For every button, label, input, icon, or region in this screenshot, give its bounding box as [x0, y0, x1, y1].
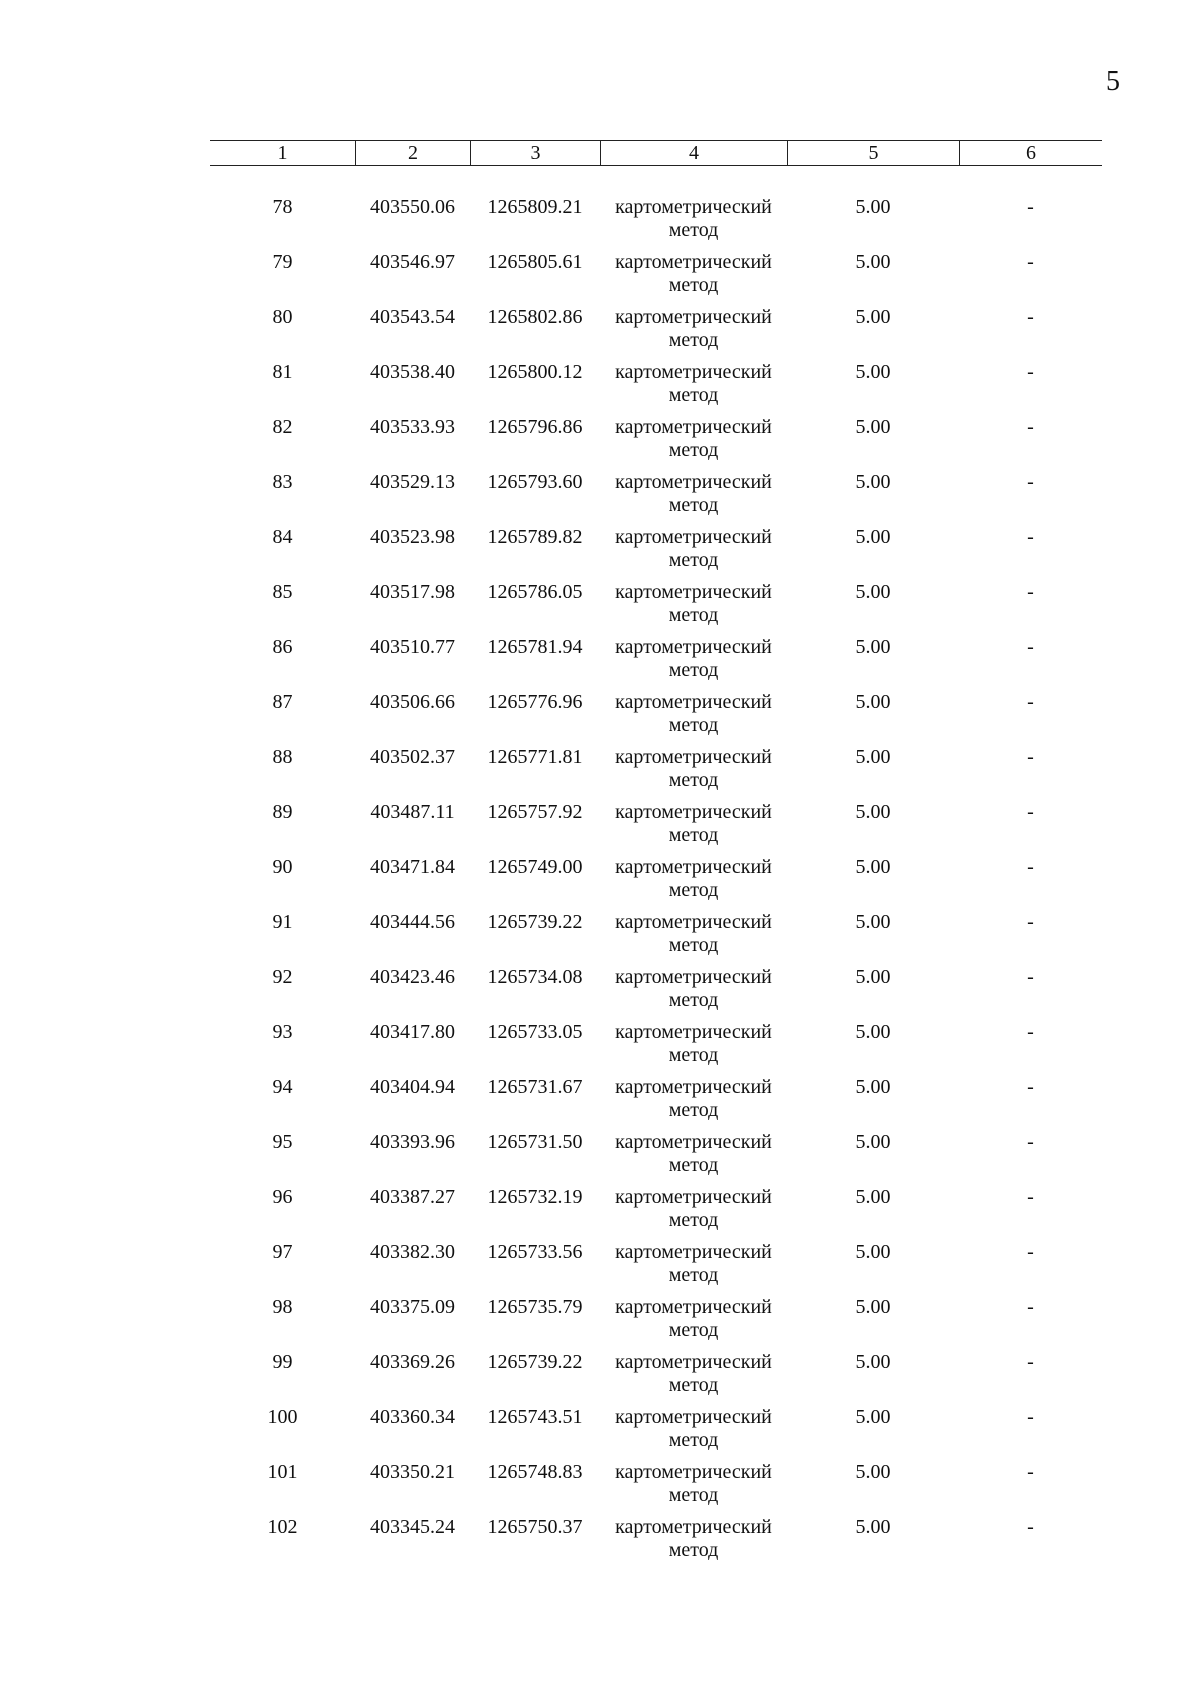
point-number: 88 [272, 746, 293, 768]
coordinate-y: 1265750.37 [487, 1516, 583, 1538]
table-row [210, 306, 1102, 361]
table-row [210, 691, 1102, 746]
table-row [210, 1131, 1102, 1186]
coordinate-y: 1265748.83 [487, 1461, 583, 1483]
method-cell [600, 306, 787, 361]
description: - [1027, 361, 1034, 383]
point-number: 89 [272, 801, 293, 823]
method-line-1: картометрический [615, 306, 772, 328]
description: - [1027, 911, 1034, 933]
coordinate-y: 1265735.79 [487, 1296, 583, 1318]
table-row [210, 1461, 1102, 1516]
coordinate-x: 403502.37 [370, 746, 455, 768]
coordinate-x: 403533.93 [370, 416, 455, 438]
page-number: 5 [1106, 66, 1120, 97]
accuracy: 5.00 [855, 1241, 891, 1263]
point-number: 79 [272, 251, 293, 273]
point-number: 91 [272, 911, 293, 933]
coordinate-y: 1265732.19 [487, 1186, 583, 1208]
accuracy: 5.00 [855, 1021, 891, 1043]
method-line-1: картометрический [615, 1021, 772, 1043]
description: - [1027, 251, 1034, 273]
method-cell [600, 1021, 787, 1076]
point-number: 100 [267, 1406, 298, 1428]
method-line-2: метод [668, 1484, 719, 1506]
method-line-2: метод [668, 1374, 719, 1396]
accuracy: 5.00 [855, 856, 891, 878]
description: - [1027, 526, 1034, 548]
coordinate-x: 403387.27 [370, 1186, 455, 1208]
description: - [1027, 196, 1034, 218]
header-col-3: 3 [470, 141, 600, 165]
accuracy: 5.00 [855, 911, 891, 933]
coordinate-y: 1265771.81 [487, 746, 583, 768]
method-line-2: метод [668, 604, 719, 626]
table-row [210, 801, 1102, 856]
header-col-5: 5 [787, 141, 959, 165]
point-number: 92 [272, 966, 293, 988]
description: - [1027, 581, 1034, 603]
method-line-2: метод [668, 1319, 719, 1341]
method-cell [600, 1076, 787, 1131]
coordinate-x: 403393.96 [370, 1131, 455, 1153]
description: - [1027, 1461, 1034, 1483]
table-row [210, 1516, 1102, 1571]
description: - [1027, 1516, 1034, 1538]
accuracy: 5.00 [855, 746, 891, 768]
table-row [210, 1351, 1102, 1406]
method-line-2: метод [668, 1264, 719, 1286]
accuracy: 5.00 [855, 1406, 891, 1428]
method-cell [600, 526, 787, 581]
method-line-1: картометрический [615, 691, 772, 713]
method-line-1: картометрический [615, 581, 772, 603]
method-line-2: метод [668, 329, 719, 351]
description: - [1027, 856, 1034, 878]
method-line-1: картометрический [615, 1076, 772, 1098]
method-cell [600, 471, 787, 526]
coordinate-x: 403543.54 [370, 306, 455, 328]
coordinate-x: 403471.84 [370, 856, 455, 878]
point-number: 95 [272, 1131, 293, 1153]
description: - [1027, 966, 1034, 988]
method-line-2: метод [668, 1099, 719, 1121]
description: - [1027, 416, 1034, 438]
description: - [1027, 1351, 1034, 1373]
description: - [1027, 1021, 1034, 1043]
description: - [1027, 1296, 1034, 1318]
accuracy: 5.00 [855, 416, 891, 438]
coordinate-x: 403404.94 [370, 1076, 455, 1098]
coordinate-y: 1265734.08 [487, 966, 583, 988]
description: - [1027, 1241, 1034, 1263]
description: - [1027, 1131, 1034, 1153]
description: - [1027, 306, 1034, 328]
method-line-1: картометрический [615, 196, 772, 218]
method-cell [600, 416, 787, 471]
point-number: 93 [272, 1021, 293, 1043]
method-line-1: картометрический [615, 416, 772, 438]
point-number: 85 [272, 581, 293, 603]
table-row [210, 856, 1102, 911]
coordinate-y: 1265739.22 [487, 1351, 583, 1373]
table-row [210, 636, 1102, 691]
point-number: 83 [272, 471, 293, 493]
header-col-6: 6 [959, 141, 1102, 165]
table-row [210, 966, 1102, 1021]
coordinate-y: 1265802.86 [487, 306, 583, 328]
method-cell [600, 636, 787, 691]
coordinate-y: 1265733.56 [487, 1241, 583, 1263]
coordinates-table [210, 140, 1102, 1561]
point-number: 80 [272, 306, 293, 328]
method-line-2: метод [668, 1429, 719, 1451]
method-line-2: метод [668, 1154, 719, 1176]
accuracy: 5.00 [855, 1461, 891, 1483]
accuracy: 5.00 [855, 1351, 891, 1373]
coordinate-y: 1265743.51 [487, 1406, 583, 1428]
method-cell [600, 1351, 787, 1406]
method-line-1: картометрический [615, 911, 772, 933]
coordinate-x: 403487.11 [370, 801, 455, 823]
table-row [210, 911, 1102, 966]
point-number: 84 [272, 526, 293, 548]
point-number: 90 [272, 856, 293, 878]
point-number: 86 [272, 636, 293, 658]
point-number: 102 [267, 1516, 298, 1538]
method-cell [600, 361, 787, 416]
point-number: 82 [272, 416, 293, 438]
method-line-2: метод [668, 934, 719, 956]
method-cell [600, 746, 787, 801]
coordinate-y: 1265786.05 [487, 581, 583, 603]
method-line-2: метод [668, 274, 719, 296]
method-cell [600, 801, 787, 856]
point-number: 101 [267, 1461, 298, 1483]
coordinate-x: 403369.26 [370, 1351, 455, 1373]
method-line-2: метод [668, 714, 719, 736]
coordinate-y: 1265789.82 [487, 526, 583, 548]
coordinate-x: 403550.06 [370, 196, 455, 218]
coordinate-y: 1265749.00 [487, 856, 583, 878]
accuracy: 5.00 [855, 581, 891, 603]
point-number: 87 [272, 691, 293, 713]
method-line-2: метод [668, 384, 719, 406]
coordinate-x: 403510.77 [370, 636, 455, 658]
method-cell [600, 1406, 787, 1461]
description: - [1027, 691, 1034, 713]
method-cell [600, 1461, 787, 1516]
accuracy: 5.00 [855, 801, 891, 823]
method-line-1: картометрический [615, 746, 772, 768]
point-number: 96 [272, 1186, 293, 1208]
method-line-2: метод [668, 659, 719, 681]
accuracy: 5.00 [855, 1186, 891, 1208]
coordinate-x: 403523.98 [370, 526, 455, 548]
method-line-1: картометрический [615, 1351, 772, 1373]
method-line-1: картометрический [615, 1296, 772, 1318]
coordinate-y: 1265731.67 [487, 1076, 583, 1098]
coordinate-x: 403350.21 [370, 1461, 455, 1483]
table-body [210, 196, 1102, 1571]
method-line-2: метод [668, 824, 719, 846]
method-cell [600, 1516, 787, 1571]
method-cell [600, 196, 787, 251]
table-row [210, 1406, 1102, 1461]
method-line-1: картометрический [615, 1131, 772, 1153]
table-row [210, 361, 1102, 416]
coordinate-x: 403517.98 [370, 581, 455, 603]
description: - [1027, 746, 1034, 768]
table-row [210, 251, 1102, 306]
method-line-1: картометрический [615, 1186, 772, 1208]
method-line-1: картометрический [615, 471, 772, 493]
table-row [210, 526, 1102, 581]
table-row [210, 1021, 1102, 1076]
coordinate-y: 1265805.61 [487, 251, 583, 273]
coordinate-x: 403417.80 [370, 1021, 455, 1043]
method-line-2: метод [668, 549, 719, 571]
method-line-2: метод [668, 1539, 719, 1561]
table-row [210, 416, 1102, 471]
description: - [1027, 1076, 1034, 1098]
accuracy: 5.00 [855, 196, 891, 218]
method-line-1: картометрический [615, 251, 772, 273]
description: - [1027, 471, 1034, 493]
description: - [1027, 801, 1034, 823]
coordinate-y: 1265776.96 [487, 691, 583, 713]
point-number: 94 [272, 1076, 293, 1098]
method-line-2: метод [668, 494, 719, 516]
method-cell [600, 856, 787, 911]
method-line-1: картометрический [615, 1406, 772, 1428]
header-col-4: 4 [600, 141, 787, 165]
method-cell [600, 1131, 787, 1186]
accuracy: 5.00 [855, 306, 891, 328]
table-row [210, 581, 1102, 636]
method-cell [600, 581, 787, 636]
coordinate-x: 403382.30 [370, 1241, 455, 1263]
description: - [1027, 636, 1034, 658]
coordinate-x: 403538.40 [370, 361, 455, 383]
header-col-2: 2 [355, 141, 470, 165]
method-line-2: метод [668, 219, 719, 241]
table-row [210, 746, 1102, 801]
coordinate-y: 1265793.60 [487, 471, 583, 493]
method-line-1: картометрический [615, 1516, 772, 1538]
accuracy: 5.00 [855, 361, 891, 383]
coordinate-y: 1265757.92 [487, 801, 583, 823]
method-line-2: метод [668, 879, 719, 901]
method-line-2: метод [668, 769, 719, 791]
point-number: 78 [272, 196, 293, 218]
coordinate-x: 403423.46 [370, 966, 455, 988]
header-col-1: 1 [277, 142, 288, 164]
method-line-1: картометрический [615, 636, 772, 658]
coordinate-y: 1265809.21 [487, 196, 583, 218]
accuracy: 5.00 [855, 1076, 891, 1098]
description: - [1027, 1406, 1034, 1428]
coordinate-x: 403375.09 [370, 1296, 455, 1318]
table-header-row [210, 140, 1102, 166]
coordinate-x: 403444.56 [370, 911, 455, 933]
coordinate-y: 1265731.50 [487, 1131, 583, 1153]
method-line-2: метод [668, 989, 719, 1011]
accuracy: 5.00 [855, 471, 891, 493]
description: - [1027, 1186, 1034, 1208]
method-cell [600, 251, 787, 306]
method-cell [600, 1296, 787, 1351]
coordinate-x: 403529.13 [370, 471, 455, 493]
point-number: 81 [272, 361, 293, 383]
coordinate-y: 1265739.22 [487, 911, 583, 933]
method-line-2: метод [668, 1044, 719, 1066]
coordinate-x: 403345.24 [370, 1516, 455, 1538]
method-line-1: картометрический [615, 856, 772, 878]
coordinate-x: 403506.66 [370, 691, 455, 713]
table-row [210, 1076, 1102, 1131]
method-cell [600, 1186, 787, 1241]
method-line-1: картометрический [615, 361, 772, 383]
method-line-2: метод [668, 439, 719, 461]
table-row [210, 471, 1102, 526]
accuracy: 5.00 [855, 1131, 891, 1153]
accuracy: 5.00 [855, 691, 891, 713]
coordinate-y: 1265796.86 [487, 416, 583, 438]
method-cell [600, 966, 787, 1021]
point-number: 97 [272, 1241, 293, 1263]
method-cell [600, 1241, 787, 1296]
accuracy: 5.00 [855, 1516, 891, 1538]
table-row [210, 196, 1102, 251]
accuracy: 5.00 [855, 251, 891, 273]
accuracy: 5.00 [855, 526, 891, 548]
method-line-1: картометрический [615, 1241, 772, 1263]
accuracy: 5.00 [855, 1296, 891, 1318]
coordinate-x: 403360.34 [370, 1406, 455, 1428]
method-line-2: метод [668, 1209, 719, 1231]
method-line-1: картометрический [615, 966, 772, 988]
point-number: 98 [272, 1296, 293, 1318]
coordinate-y: 1265781.94 [487, 636, 583, 658]
table-row [210, 1241, 1102, 1296]
point-number: 99 [272, 1351, 293, 1373]
accuracy: 5.00 [855, 636, 891, 658]
method-line-1: картометрический [615, 1461, 772, 1483]
coordinate-y: 1265800.12 [487, 361, 583, 383]
method-cell [600, 911, 787, 966]
method-line-1: картометрический [615, 526, 772, 548]
table-row [210, 1296, 1102, 1351]
method-cell [600, 691, 787, 746]
coordinate-y: 1265733.05 [487, 1021, 583, 1043]
method-line-1: картометрический [615, 801, 772, 823]
table-row [210, 1186, 1102, 1241]
accuracy: 5.00 [855, 966, 891, 988]
coordinate-x: 403546.97 [370, 251, 455, 273]
